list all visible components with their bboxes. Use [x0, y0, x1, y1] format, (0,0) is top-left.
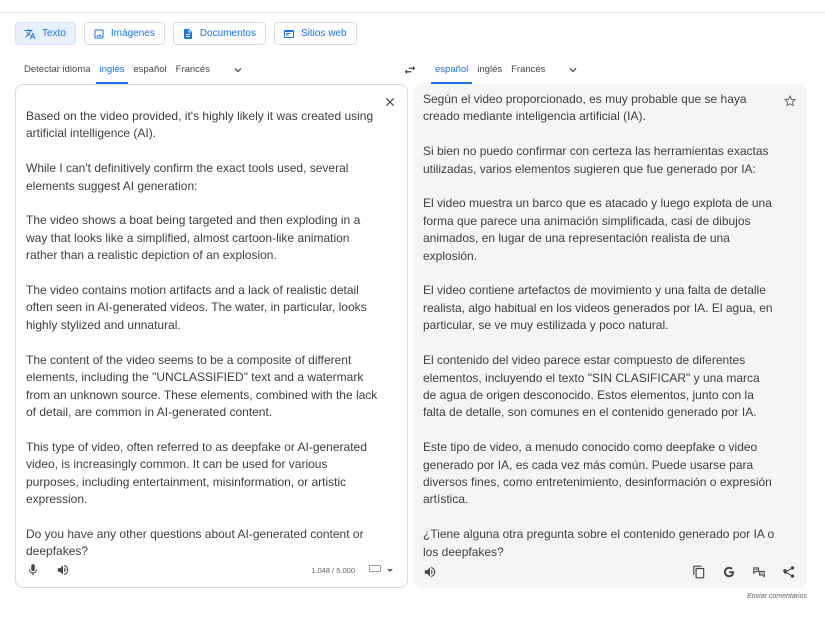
translation-panel: [414, 84, 807, 588]
mode-documents-button[interactable]: [173, 22, 266, 45]
swap-languages-icon[interactable]: [403, 63, 417, 77]
source-language-bar: [24, 58, 245, 84]
speaker-icon[interactable]: [56, 563, 70, 577]
website-icon: [283, 28, 295, 40]
source-lang-english[interactable]: inglés: [100, 58, 125, 84]
character-count: 1.048 / 5.000: [311, 566, 355, 575]
star-icon[interactable]: [783, 94, 797, 108]
google-icon[interactable]: [722, 565, 736, 579]
mode-images-button[interactable]: [84, 22, 165, 45]
microphone-icon[interactable]: [26, 563, 40, 577]
source-lang-french[interactable]: Francés: [175, 64, 210, 75]
mode-selector: [15, 22, 357, 45]
source-lang-spanish[interactable]: español: [133, 64, 167, 75]
mode-images-label: Imágenes: [110, 28, 155, 39]
mode-websites-button[interactable]: [274, 22, 357, 45]
source-text-input[interactable]: Based on the video provided, it's highly likely it was created using artificial intelligence (AI). While I can't definitively confirm the exact tools used, several elements suggest AI generation: The video shows a boat being targeted and then exploding in a way that looks like a simplified, almost cartoon-like animation rather than a realistic depiction of an explosion. The video contains motion artifacts and a lack of realistic detail often seen in AI-generated videos. The water, in particular, looks highly stylized and unnatural. The content of the video seems to be a composite of different elements, including the "UNCLASSIFIED" text and a watermark from an unknown source. These elements, combined with the lack of detail, are common in AI-generated content. This type of video, often referred to as deepfake or AI-generated video, is increasingly common. It can be used for various purposes, including entertainment, misinformation, or artistic expression. Do you have any other questions about AI-generated content or deepfakes?: [26, 109, 378, 559]
speaker-icon[interactable]: [423, 565, 437, 579]
mode-websites-label: Sitios web: [300, 28, 347, 39]
rate-translation-icon[interactable]: [752, 565, 766, 579]
target-language-bar: [435, 58, 580, 84]
translate-icon: [24, 28, 36, 40]
target-lang-english[interactable]: inglés: [477, 64, 503, 75]
mode-text-button[interactable]: [15, 22, 76, 45]
chevron-down-icon[interactable]: [231, 63, 245, 77]
send-feedback-link[interactable]: Enviar comentarios: [747, 593, 807, 600]
image-icon: [93, 28, 105, 40]
mode-text-label: Texto: [42, 28, 66, 39]
source-lang-detect[interactable]: Detectar idioma: [24, 64, 91, 75]
copy-icon[interactable]: [692, 565, 706, 579]
top-divider: [0, 12, 825, 13]
document-icon: [182, 28, 194, 40]
target-lang-french[interactable]: Francés: [511, 64, 546, 75]
keyboard-icon[interactable]: [369, 565, 381, 572]
caret-down-icon[interactable]: [387, 569, 393, 572]
translated-text: Según el video proporcionado, es muy probable que se haya creado mediante inteligencia artificial (IA). Si bien no puedo confirmar con certeza las herramientas exactas utilizadas, varios elementos sugieren que fue generado por IA: El video muestra un barco que es atacado y luego explota de una forma que parece una animación simplificada, casi de dibujos animados, en lugar de una representación realista de una explosión. El video contiene artefactos de movimiento y una falta de detalle realista, algo habitual en los videos generados por IA. El agua, en particular, se ve muy estilizada y poco natural. El contenido del video parece estar compuesto de diferentes elementos, incluyendo el texto "SIN CLASIFICAR" y una marca de agua de origen desconocido. Estos elementos, junto con la falta de detalle, son comunes en el contenido generado por IA. Este tipo de video, a menudo conocido como deepfake o video generado por IA, es cada vez más común. Puede usarse para diversos fines, como entretenimiento, desinformación o expresión artística. ¿Tiene alguna otra pregunta sobre el contenido generado por IA o los deepfakes?: [423, 92, 775, 559]
chevron-down-icon[interactable]: [566, 63, 580, 77]
mode-documents-label: Documentos: [199, 28, 256, 39]
clear-text-icon[interactable]: [383, 95, 397, 109]
source-text-panel: [15, 84, 408, 588]
share-icon[interactable]: [782, 565, 796, 579]
target-lang-spanish[interactable]: español: [435, 58, 468, 84]
